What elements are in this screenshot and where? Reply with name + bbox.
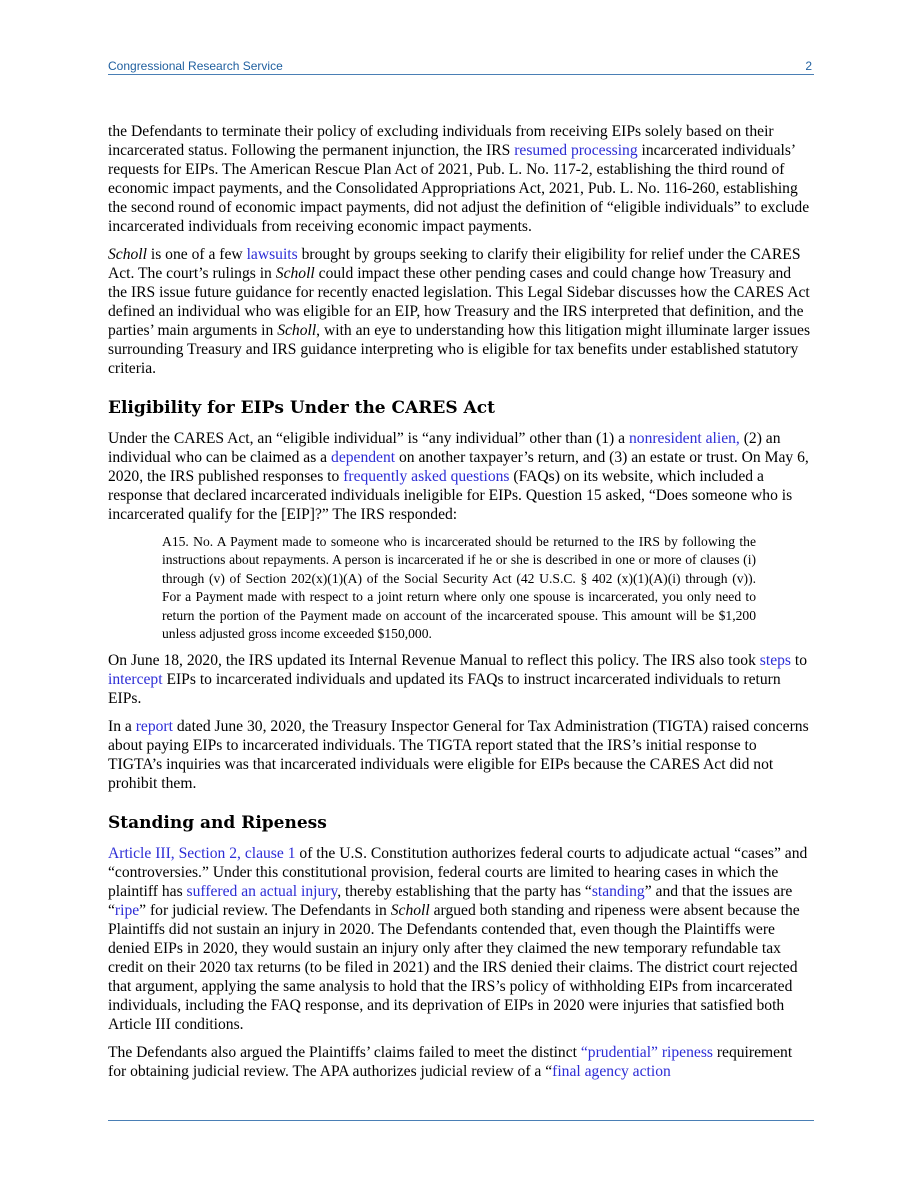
- text: the Defendants to terminate their policy of excluding individuals from receiving EIPs solely based on their incarcerated status. Following the permanent injunction, the IRS: [108, 123, 774, 159]
- text: , thereby establishing that the party has “: [337, 883, 592, 901]
- text: of the U.S. Constitution authorizes federal courts to adjudicate actual “cases” and “controversies.” Under this constitutional provision, federal courts are limited to hearing cases in which the plaintiff has: [108, 845, 808, 901]
- text: The Defendants also argued the Plaintiffs’ claims failed to meet the distinct: [108, 1044, 581, 1062]
- link-article-iii[interactable]: Article III, Section 2, clause 1: [108, 845, 296, 863]
- text: In a: [108, 718, 136, 736]
- block-quote-a15: A15. No. A Payment made to someone who is incarcerated should be returned to the IRS by following the instructions about repayments. A person is incarcerated if he or she is described in one or more of clauses (i) through (v) of Section 202(x)(1)(A) of the Social Security Act (42 U.S.C. § 402 (x)(1)(A)(i) through (v)). For a Payment made with respect to a joint return where only one spouse is incarcerated, you only need to return the portion of the Payment made on account of the incarcerated spouse. This amount will be $1,200 unless adjusted gross income exceeded $150,000.: [162, 534, 756, 642]
- paragraph-4: [108, 651, 814, 708]
- text: on another taxpayer’s return, and (3) an estate or trust. On May 6, 2020, the IRS published responses to: [108, 449, 809, 485]
- footer-divider: [108, 1120, 814, 1121]
- text: incarcerated individuals’ requests for EIPs. The American Rescue Plan Act of 2021, Pub. L. No. 117-2, establishing the third round of economic impact payments, and the Consolidated Appropriations Act, 2021, Pub. L. No. 116-260, establishing the second round of economic impact payments, did not adjust the definition of “eligible individuals” to exclude incarcerated individuals from receiving economic impact payments.: [108, 142, 810, 235]
- text: ” and that the issues are “: [108, 883, 793, 920]
- link-lawsuits[interactable]: lawsuits: [246, 246, 298, 263]
- text: could impact these other pending cases and could change how Treasury and the IRS issue future guidance for recently enacted legislation. This Legal Sidebar discusses how the CARES Act defined an individual who was eligible for an EIP, how Treasury and the IRS interpreted that definition, and the parties’ main arguments in: [108, 265, 810, 339]
- paragraph-1: [108, 122, 814, 236]
- section-heading-standing: Standing and Ripeness: [108, 813, 327, 834]
- running-header: [108, 57, 814, 75]
- text: ” for judicial review. The Defendants in: [139, 902, 391, 920]
- text: (FAQs) on its website, which included a response that declared incarcerated individuals ineligible for EIPs. Question 15 asked, “Does someone who is incarcerated qualify for the [EIP]?” The IRS responded:: [108, 468, 793, 523]
- paragraph-5: [108, 717, 814, 793]
- case-name: Scholl: [390, 902, 430, 920]
- page-number: 2: [805, 59, 812, 73]
- link-frequently-asked-questions[interactable]: frequently asked questions: [343, 468, 510, 485]
- paragraph-7: [108, 1043, 814, 1081]
- link-ripe[interactable]: ripe: [114, 902, 140, 920]
- link-prudential-ripeness[interactable]: “prudential” ripeness: [580, 1044, 713, 1062]
- link-resumed-processing[interactable]: resumed processing: [514, 142, 638, 159]
- text: Under the CARES Act, an “eligible individual” is “any individual” other than (1) a: [108, 430, 629, 447]
- header-source: Congressional Research Service: [108, 59, 283, 73]
- paragraph-6: [108, 844, 814, 1034]
- header-divider: [108, 74, 814, 75]
- text: to: [790, 652, 808, 670]
- case-name: Scholl: [275, 265, 315, 282]
- link-report[interactable]: report: [135, 718, 173, 736]
- paragraph-3: [108, 429, 814, 524]
- link-standing[interactable]: standing: [591, 883, 645, 901]
- text: requirement for obtaining judicial review. The APA authorizes judicial review of a “: [108, 1044, 793, 1081]
- case-name: Scholl: [277, 322, 317, 339]
- link-dependent[interactable]: dependent: [331, 449, 396, 466]
- link-intercept[interactable]: intercept: [108, 671, 163, 689]
- text: EIPs to incarcerated individuals and updated its FAQs to instruct incarcerated individuals to return EIPs.: [108, 671, 781, 708]
- section-heading-eligibility: Eligibility for EIPs Under the CARES Act: [108, 398, 495, 418]
- text: dated June 30, 2020, the Treasury Inspector General for Tax Administration (TIGTA) raised concerns about paying EIPs to incarcerated individuals. The TIGTA report stated that the IRS’s initial response to TIGTA’s inquiries was that incarcerated individuals were eligible for EIPs because the CARES Act did not prohibit them.: [108, 718, 809, 793]
- link-final-agency-action[interactable]: final agency action: [552, 1063, 671, 1081]
- text: argued both standing and ripeness were absent because the Plaintiffs did not sustain an injury in 2020. The Defendants contended that, even though the Plaintiffs were denied EIPs in 2020, they would sustain an injury only after they claimed the new temporary refundable tax credit on their 2020 tax returns (to be filed in 2021) and the IRS denied their claims. The district court rejected that argument, applying the same analysis to hold that the IRS’s policy of withholding EIPs from incarcerated individuals, including the FAQ response, and its deprivation of EIPs in 2020 were injuries that satisfied both Article III conditions.: [108, 902, 800, 1034]
- link-steps[interactable]: steps: [759, 652, 791, 670]
- text: is one of a few: [146, 246, 247, 263]
- link-nonresident-alien[interactable]: nonresident alien,: [628, 430, 740, 447]
- case-name: Scholl: [108, 246, 147, 263]
- document-body: [108, 122, 814, 1090]
- text: brought by groups seeking to clarify their eligibility for relief under the CARES Act. The court’s rulings in: [108, 246, 801, 282]
- text: , with an eye to understanding how this litigation might illuminate larger issues surrounding Treasury and IRS guidance interpreting who is eligible for tax benefits under established statutory criteria.: [108, 322, 811, 377]
- text: (2) an individual who can be claimed as a: [108, 430, 781, 466]
- paragraph-2: [108, 245, 814, 378]
- text: On June 18, 2020, the IRS updated its Internal Revenue Manual to reflect this policy. The IRS also took: [108, 652, 760, 670]
- link-suffered-actual-injury[interactable]: suffered an actual injury: [186, 883, 338, 901]
